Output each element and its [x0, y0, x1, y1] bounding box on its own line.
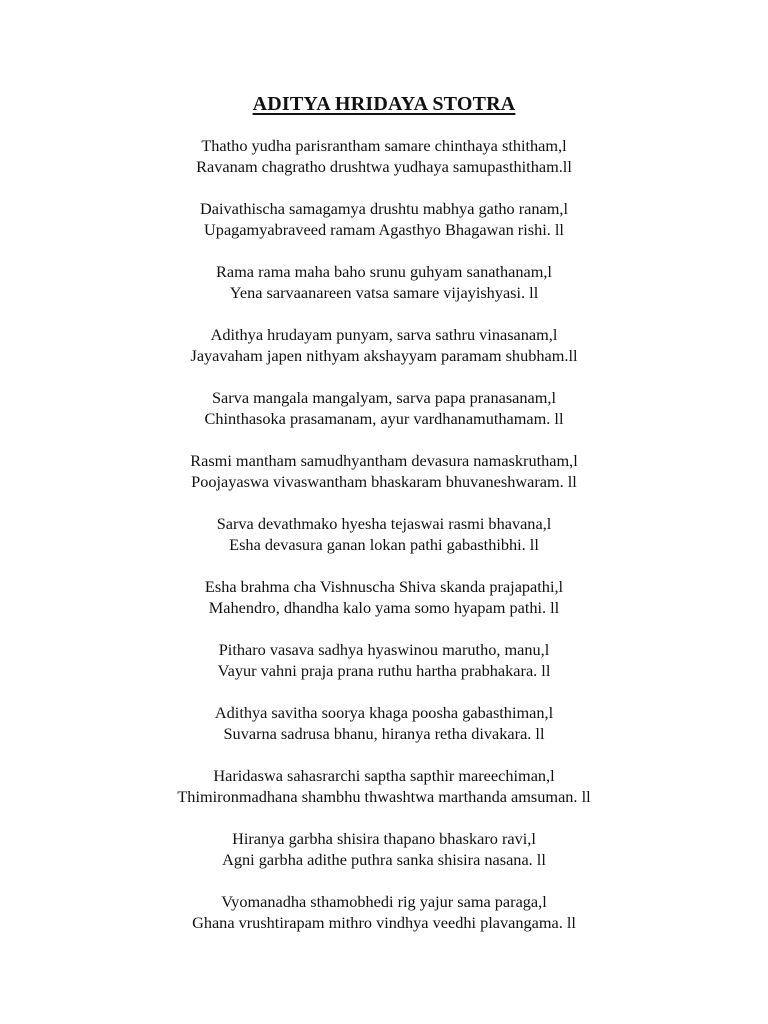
verse-6 — [0, 450, 768, 492]
verse-line: Rasmi mantham samudhyantham devasura namaskrutham,l — [190, 451, 578, 470]
verse-line: Sarva mangala mangalyam, sarva papa pranasanam,l — [211, 388, 557, 407]
verse-line: Upagamyabraveed ramam Agasthyo Bhagawan rishi. ll — [204, 220, 564, 239]
verse-4 — [0, 324, 768, 366]
verse-line: Daivathischa samagamya drushtu mabhya gatho ranam,l — [199, 199, 569, 218]
verse-line: Esha devasura ganan lokan pathi gabasthibhi. ll — [229, 535, 539, 554]
verse-line: Thimironmadhana shambhu thwashtwa marthanda amsuman. ll — [177, 787, 591, 806]
verse-12 — [0, 828, 768, 870]
verse-1 — [0, 135, 768, 177]
verse-line: Adithya hrudayam punyam, sarva sathru vinasanam,l — [210, 325, 558, 344]
verse-10 — [0, 702, 768, 744]
verse-line: Jayavaham japen nithyam akshayyam paramam shubham.ll — [190, 346, 578, 365]
verse-line: Adithya savitha soorya khaga poosha gabasthiman,l — [214, 703, 554, 722]
verse-line: Agni garbha adithe puthra sanka shisira nasana. ll — [222, 850, 546, 869]
verse-13 — [0, 891, 768, 933]
verse-line: Thatho yudha parisrantham samare chinthaya sthitham,l — [201, 136, 567, 155]
verse-7 — [0, 513, 768, 555]
page-title: ADITYA HRIDAYA STOTRA — [252, 93, 516, 115]
verse-line: Chinthasoka prasamanam, ayur vardhanamuthamam. ll — [204, 409, 564, 428]
verse-9 — [0, 639, 768, 681]
verse-line: Ravanam chagratho drushtwa yudhaya samupasthitham.ll — [196, 157, 572, 176]
verse-11 — [0, 765, 768, 807]
verse-2 — [0, 198, 768, 240]
verse-line: Vayur vahni praja prana ruthu hartha prabhakara. ll — [217, 661, 551, 680]
verse-list — [0, 135, 768, 954]
verse-line: Sarva devathmako hyesha tejaswai rasmi bhavana,l — [216, 514, 552, 533]
verse-line: Rama rama maha baho srunu guhyam sanathanam,l — [216, 262, 552, 281]
verse-line: Esha brahma cha Vishnuscha Shiva skanda prajapathi,l — [204, 577, 564, 596]
verse-line: Mahendro, dhandha kalo yama somo hyapam pathi. ll — [208, 598, 560, 617]
verse-line: Poojayaswa vivaswantham bhaskaram bhuvaneshwaram. ll — [191, 472, 577, 491]
verse-8 — [0, 576, 768, 618]
verse-line: Haridaswa sahasrarchi saptha sapthir mareechiman,l — [213, 766, 555, 785]
verse-3 — [0, 261, 768, 303]
verse-line: Yena sarvaanareen vatsa samare vijayishyasi. ll — [229, 283, 539, 302]
verse-line: Ghana vrushtirapam mithro vindhya veedhi plavangama. ll — [192, 913, 576, 932]
verse-line: Hiranya garbha shisira thapano bhaskaro ravi,l — [232, 829, 536, 848]
verse-5 — [0, 387, 768, 429]
verse-line: Suvarna sadrusa bhanu, hiranya retha divakara. ll — [223, 724, 545, 743]
verse-line: Vyomanadha sthamobhedi rig yajur sama paraga,l — [221, 892, 547, 911]
verse-line: Pitharo vasava sadhya hyaswinou marutho, manu,l — [218, 640, 550, 659]
